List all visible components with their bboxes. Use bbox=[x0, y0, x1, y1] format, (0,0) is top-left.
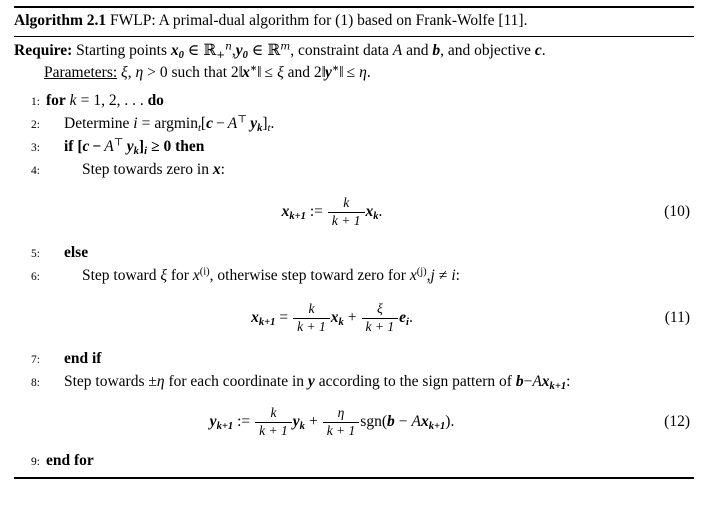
eq11-num-2: ξ bbox=[376, 301, 383, 317]
line-8-text-a: Step towards bbox=[64, 373, 145, 390]
line-3-body bbox=[46, 136, 204, 157]
eq11-relation: = bbox=[279, 309, 289, 326]
algorithm-line-8 bbox=[14, 371, 694, 394]
y-star: y∗ bbox=[325, 63, 340, 81]
vector-yk-3: $y_k$ bbox=[126, 138, 139, 157]
eq11-fraction-1 bbox=[293, 302, 330, 333]
eq12-period: . bbox=[450, 413, 455, 430]
vector-b: b bbox=[432, 42, 441, 59]
geq-symbol: ≥ bbox=[151, 138, 160, 155]
norm-open-1: ‖ bbox=[238, 64, 243, 81]
line-number-5: 5: bbox=[31, 248, 40, 260]
norm-close-2: ‖ bbox=[339, 64, 343, 81]
eq12-term-1: $y_k$ bbox=[292, 413, 305, 432]
line-4-body bbox=[46, 159, 225, 180]
params-comma: , bbox=[127, 64, 132, 81]
line-6-for-1: for bbox=[170, 267, 189, 284]
eq11-num-1: k bbox=[308, 301, 315, 317]
line-1-body bbox=[46, 90, 164, 111]
line-6-text-c: , otherwise step toward zero for bbox=[209, 267, 406, 284]
eq11-term-1: $x_k$ bbox=[330, 309, 344, 328]
greater-than: > bbox=[147, 64, 156, 81]
line-number-4: 4: bbox=[31, 165, 40, 177]
x-superscript-i: $x^{(i)}$ bbox=[192, 266, 210, 284]
eq10-numerator: k bbox=[343, 195, 350, 211]
require-text-3: , and objective bbox=[440, 42, 531, 59]
eta-bound: η bbox=[359, 64, 367, 81]
line-number-9: 9: bbox=[31, 456, 40, 468]
equation-11 bbox=[251, 302, 413, 333]
xi-bound: ξ bbox=[277, 64, 284, 81]
algorithm-line-2 bbox=[14, 113, 694, 136]
line-number-6: 6: bbox=[31, 271, 40, 283]
line-number-3: 3: bbox=[31, 142, 40, 154]
and-word-2: and bbox=[287, 64, 310, 81]
index-i-6: i bbox=[451, 267, 456, 284]
line-4-text-a: Step towards zero in bbox=[82, 161, 209, 178]
keyword-do: do bbox=[147, 92, 164, 109]
such-that-text: such that bbox=[171, 64, 228, 81]
equation-12 bbox=[210, 406, 455, 437]
eq12-fraction-2 bbox=[323, 406, 360, 437]
line-number-7: 7: bbox=[31, 354, 40, 366]
plus-minus: ± bbox=[148, 373, 157, 390]
vector-y-8: y bbox=[307, 373, 315, 390]
line-6-comma: , bbox=[426, 267, 431, 284]
eq12-vector-x: $x_{k+1}$ bbox=[420, 413, 446, 432]
line-5-body bbox=[46, 242, 88, 263]
eq10-period: . bbox=[378, 203, 383, 220]
eq10-rhs: $x_k$ bbox=[365, 203, 379, 222]
two-a: 2 bbox=[230, 64, 239, 81]
line-number-1: 1: bbox=[31, 96, 40, 108]
loop-sequence: 1, 2, . . . bbox=[93, 92, 144, 109]
vector-b-8: b bbox=[515, 373, 524, 390]
caption-text: FWLP: A primal-dual algorithm for (1) based on Frank-Wolfe [11]. bbox=[110, 12, 528, 29]
matrix-A-3: A⊤ bbox=[104, 137, 124, 155]
line-8-text-c: according to the sign pattern of bbox=[318, 373, 512, 390]
vector-y0: $y_0$ bbox=[235, 42, 248, 61]
keyword-then: then bbox=[175, 138, 205, 155]
eta-symbol: η bbox=[135, 64, 144, 81]
eq12-num-2: η bbox=[337, 405, 345, 421]
x-star: x∗ bbox=[242, 63, 258, 81]
rule-bottom bbox=[14, 477, 694, 479]
require-keyword: Require: bbox=[14, 42, 73, 59]
bracket-close-2: ]$_t$ bbox=[262, 115, 271, 134]
eq12-den-2: k + 1 bbox=[323, 422, 360, 438]
require-line bbox=[14, 37, 694, 62]
keyword-end-for: end for bbox=[46, 452, 94, 469]
index-i: i bbox=[133, 115, 138, 132]
eq12-matrix-A: A bbox=[411, 413, 421, 430]
line-9-body bbox=[46, 450, 94, 471]
eq12-minus: − bbox=[398, 413, 408, 430]
matrix-A-2: A⊤ bbox=[227, 114, 248, 132]
algorithm-float bbox=[0, 6, 708, 514]
line-4-colon: : bbox=[220, 161, 225, 178]
line-6-text-a: Step toward bbox=[82, 267, 157, 284]
eq12-lhs: $y_{k+1}$ bbox=[209, 413, 234, 432]
eq11-den-2: k + 1 bbox=[362, 318, 399, 334]
period-line-2: . bbox=[270, 115, 275, 132]
equation-11-row bbox=[14, 288, 694, 348]
line-8-text-b: for each coordinate in bbox=[168, 373, 305, 390]
eq12-plus: + bbox=[308, 413, 318, 430]
equation-11-tag: (11) bbox=[664, 309, 690, 326]
algorithm-line-4 bbox=[14, 159, 694, 182]
eq11-term-2: $e_i$ bbox=[399, 309, 409, 328]
eq12-fraction-1 bbox=[255, 406, 292, 437]
reals-plus-n: ℝ$_+^n$ bbox=[203, 40, 232, 61]
keyword-for: for bbox=[46, 92, 66, 109]
matrix-A: A bbox=[392, 42, 403, 59]
bracket-open-2: [ bbox=[200, 115, 207, 132]
minus-3: − bbox=[92, 138, 102, 155]
line-6-colon: : bbox=[455, 267, 460, 284]
and-word-1: and bbox=[406, 42, 429, 59]
equation-10 bbox=[282, 196, 383, 227]
vector-x-4: x bbox=[212, 161, 221, 178]
eq11-fraction-2 bbox=[362, 302, 399, 333]
line-number-8: 8: bbox=[31, 377, 40, 389]
bracket-close-3: ]$_i$ bbox=[138, 138, 147, 157]
zero-value: 0 bbox=[159, 64, 168, 81]
params-period: . bbox=[366, 64, 371, 81]
in-symbol-2: ∈ bbox=[251, 42, 264, 59]
comma-1: , bbox=[231, 42, 236, 59]
line-2-body bbox=[46, 113, 274, 134]
eq11-den-1: k + 1 bbox=[293, 318, 330, 334]
argmin-operator: argmin$_t$ bbox=[154, 115, 201, 134]
determine-text: Determine bbox=[64, 115, 130, 132]
eq12-relation: := bbox=[237, 413, 251, 430]
require-text-2: , constraint data bbox=[290, 42, 389, 59]
equation-10-tag: (10) bbox=[664, 203, 690, 220]
line-6-body bbox=[46, 265, 460, 286]
sgn-operator: sgn bbox=[360, 413, 382, 430]
vector-c: c bbox=[534, 42, 542, 59]
equation-12-row bbox=[14, 394, 694, 450]
index-j: j bbox=[430, 267, 435, 284]
eq10-fraction bbox=[328, 196, 365, 227]
algorithm-line-3 bbox=[14, 136, 694, 159]
two-b: 2 bbox=[313, 64, 322, 81]
zero-3: 0 bbox=[163, 138, 172, 155]
require-period: . bbox=[541, 42, 546, 59]
loop-variable-k: k bbox=[69, 92, 77, 109]
keyword-else: else bbox=[64, 244, 89, 261]
algorithm-caption bbox=[14, 8, 694, 33]
norm-open-2: ‖ bbox=[321, 64, 326, 81]
leq-2: ≤ bbox=[346, 64, 356, 81]
xi-symbol: ξ bbox=[121, 64, 128, 81]
equation-10-row bbox=[14, 182, 694, 242]
vector-x0: $x_0$ bbox=[170, 42, 184, 61]
line-8-colon: : bbox=[566, 373, 571, 390]
norm-close-1: ‖ bbox=[257, 64, 261, 81]
keyword-end-if: end if bbox=[64, 350, 102, 367]
eq12-paren-open: ( bbox=[381, 413, 388, 430]
caption-prefix: Algorithm 2.1 bbox=[14, 12, 107, 29]
bracket-open-3: [ bbox=[77, 138, 83, 155]
eq12-num-1: k bbox=[270, 405, 277, 421]
algorithm-line-5 bbox=[14, 242, 694, 265]
x-superscript-j: $x^{(j)}$ bbox=[409, 266, 427, 284]
equation-12-tag: (12) bbox=[664, 413, 690, 430]
in-symbol-1: ∈ bbox=[187, 42, 200, 59]
eta-step: η bbox=[156, 373, 165, 390]
eq12-vector-b: b bbox=[387, 413, 395, 430]
eq10-lhs: $x_{k+1}$ bbox=[281, 203, 306, 222]
line-8-body bbox=[46, 371, 570, 392]
minus-2: − bbox=[215, 115, 225, 132]
eq11-lhs: $x_{k+1}$ bbox=[251, 309, 276, 328]
algorithm-line-1 bbox=[14, 90, 694, 113]
minus-8: − bbox=[523, 373, 533, 390]
eq10-denominator: k + 1 bbox=[328, 212, 365, 228]
eq10-relation: := bbox=[309, 203, 323, 220]
line-number-2: 2: bbox=[31, 119, 40, 131]
not-equal: ≠ bbox=[438, 267, 448, 284]
eq12-paren-close: ) bbox=[445, 413, 451, 430]
algorithm-line-6 bbox=[14, 265, 694, 288]
keyword-if: if bbox=[64, 138, 74, 155]
matrix-A-8: A bbox=[532, 373, 542, 390]
eq12-den-1: k + 1 bbox=[255, 422, 292, 438]
line-7-body bbox=[46, 348, 101, 369]
algorithm-line-9 bbox=[14, 450, 694, 473]
parameters-line bbox=[44, 62, 694, 84]
leq-1: ≤ bbox=[264, 64, 274, 81]
vector-c-2: c bbox=[206, 115, 213, 132]
vector-c-3: c bbox=[82, 138, 90, 155]
reals-m: ℝ$^m$ bbox=[267, 40, 291, 59]
xi-target: ξ bbox=[160, 267, 167, 284]
eq11-period: . bbox=[408, 309, 413, 326]
require-text-1: Starting points bbox=[76, 42, 167, 59]
vector-yk-2: $y_k$ bbox=[250, 115, 263, 134]
equals-1: = bbox=[80, 92, 90, 109]
eq11-plus: + bbox=[347, 309, 357, 326]
equals-2: = bbox=[141, 115, 151, 132]
vector-x-8: $x_{k+1}$ bbox=[541, 373, 567, 392]
parameters-label: Parameters: bbox=[44, 64, 118, 81]
algorithm-line-7 bbox=[14, 348, 694, 371]
